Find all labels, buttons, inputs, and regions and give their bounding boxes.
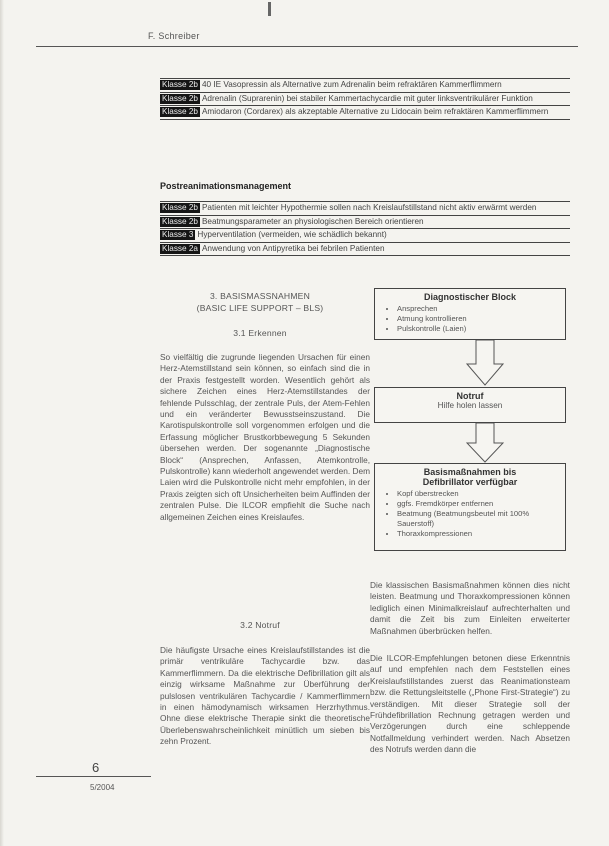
table-row bbox=[160, 243, 570, 257]
table-row bbox=[160, 202, 570, 216]
list-item: • Thoraxkompressionen bbox=[397, 529, 565, 539]
table-row bbox=[160, 229, 570, 243]
class-badge: Klasse 2a bbox=[162, 243, 198, 253]
chapter-heading: 3. BASISMASSNAHMEN bbox=[209, 291, 311, 301]
flowchart-box-basic-measures bbox=[374, 463, 566, 551]
class-badge: Klasse 2b bbox=[162, 203, 198, 212]
class-badge: Klasse 2b bbox=[162, 93, 198, 103]
row-text: Adrenalin (Suprarenin) bei stabiler Kammertachycardie mit guter linksventrikulärer Funktion bbox=[201, 93, 533, 103]
row-text: Patienten mit leichter Hypothermie sollen nach Kreislaufstillstand nicht aktiv erwärmt werden bbox=[201, 203, 537, 212]
flowchart-box-emergency-call bbox=[374, 387, 566, 423]
running-header-author: F. Schreiber bbox=[148, 31, 200, 41]
paragraph-emergency-call: Die häufigste Ursache eines Kreislaufstillstandes ist die primär ventrikuläre Tachycardie bzw. das Kammerflimmern. Da die elektrische Defibrillation gilt als einzig wirksame Maßnahme zur Überführung der pulslosen ventrikulären Tachycardie / Kammerflimmern in einen hämodynamisch wirksamen Herzrhythmus. Ohne diese elektrische Therapie sinkt die theoretische Überlebenswahrscheinlichkeit minütlich um sieben bis zehn Prozent. bbox=[160, 645, 370, 747]
list-item: • Kopf überstrecken bbox=[397, 489, 565, 499]
list-item: • ggfs. Fremdkörper entfernen bbox=[397, 499, 565, 509]
section-title: Postreanimationsmanagement bbox=[160, 181, 292, 191]
row-text: Anwendung von Antipyretika bei febrilen Patienten bbox=[201, 243, 385, 253]
table-row bbox=[160, 79, 570, 93]
list-item: • Atmung kontrollieren bbox=[397, 314, 565, 324]
footer-rule bbox=[36, 776, 151, 777]
punch-mark bbox=[268, 2, 271, 16]
header-rule bbox=[36, 46, 578, 47]
list-item: • Beatmung (Beatmungsbeutel mit 100% Sauerstoff) bbox=[397, 509, 565, 529]
subsection-heading-recognize: 3.1 Erkennen bbox=[233, 328, 287, 338]
page-number: 6 bbox=[92, 760, 100, 775]
row-text: Amiodaron (Cordarex) als akzeptable Alternative zu Lidocain beim refraktären Kammerflimmern bbox=[201, 107, 549, 117]
table-row bbox=[160, 93, 570, 107]
box-title: Basismaßnahmen bis bbox=[423, 467, 517, 477]
paragraph-recognize: So vielfältig die zugrunde liegenden Ursachen für einen Herz-Atemstillstand sein können, so einfach sind die in der Praxis festgestellt worden. Wesentlich gehört als sichere Zeichen eines Herz-Atemstillstandes der fehlende Pulsschlag, der zentrale Puls, der Atem-Fehlen und ein veränderter Bewusstseinszustand. Die Karotispulskontrolle soll vorgenommen erfolgen und die Erfassung möglicher Brustkorbbewegung 5 Sekunden übersehen werden. Der sogenannte „Diagnostische Block“ (Ansprechen, Anfassen, Atemkontrolle, Pulskontrolle) kann wiederholt angewendet werden. Dem Laien wird die Pulskontrolle nicht mehr empfohlen, in der Praxis zeigten sich oft Unsicherheiten beim Auffinden der zentralen Pulse. Die ILCOR empfiehlt die Suche nach allgemeinen Zeichen eines Kreislaufes. bbox=[160, 352, 370, 522]
down-arrow-icon bbox=[466, 340, 504, 386]
class-badge: Klasse 3 bbox=[162, 230, 194, 240]
box-subtitle: Hilfe holen lassen bbox=[437, 401, 503, 410]
class-badge: Klasse 2b bbox=[162, 80, 198, 89]
list-item: • Ansprechen bbox=[397, 304, 565, 314]
down-arrow-icon bbox=[466, 423, 504, 463]
recommendations-table-post-resuscitation bbox=[160, 201, 570, 256]
issue-code: 5/2004 bbox=[90, 783, 115, 792]
flowchart-box-diagnostic bbox=[374, 288, 566, 340]
subsection-heading-emergency-call: 3.2 Notruf bbox=[240, 620, 280, 630]
chapter-subheading: (BASIC LIFE SUPPORT – BLS) bbox=[196, 303, 324, 313]
page-edge-shadow bbox=[0, 0, 4, 846]
class-badge: Klasse 2b bbox=[162, 107, 198, 117]
box-list bbox=[375, 304, 565, 334]
row-text: 40 IE Vasopressin als Alternative zum Adrenalin beim refraktären Kammerflimmern bbox=[201, 80, 502, 89]
class-badge: Klasse 2b bbox=[162, 216, 198, 226]
row-text: Hyperventilation (vermeiden, wie schädlich bekannt) bbox=[197, 230, 387, 240]
recommendations-table-drugs bbox=[160, 78, 570, 120]
box-title: Notruf bbox=[456, 391, 484, 401]
paragraph-basic-measures: Die klassischen Basismaßnahmen können dies nicht leisten. Beatmung und Thoraxkompressionen können lediglich einen Minimalkreislauf aufrechterhalten und damit die Zeit bis zum Einleiten erweiterter Maßnahmen überbrücken helfen. bbox=[370, 580, 570, 636]
table-row bbox=[160, 106, 570, 120]
paragraph-ilcor: Die ILCOR-Empfehlungen betonen diese Erkenntnis auf und empfehlen nach dem Feststellen eines Kreislaufstillstandes zuerst das Reanimationsteam bzw. die Rettungsleitstelle („Phone First-Strategie“) zu verständigen. Mit dieser Strategie soll der Frühdefibrillation Rechnung getragen werden und Verzögerungen durch eine schleppende Notfallmeldung verhindert werden. Nach Absetzen des Notrufs werden dann die bbox=[370, 653, 570, 755]
row-text: Beatmungsparameter an physiologischen Bereich orientieren bbox=[201, 216, 424, 226]
box-list bbox=[375, 489, 565, 539]
box-title: Diagnostischer Block bbox=[423, 292, 517, 302]
list-item: • Pulskontrolle (Laien) bbox=[397, 324, 565, 334]
box-title-line2: Defibrillator verfügbar bbox=[422, 477, 518, 487]
table-row bbox=[160, 216, 570, 230]
